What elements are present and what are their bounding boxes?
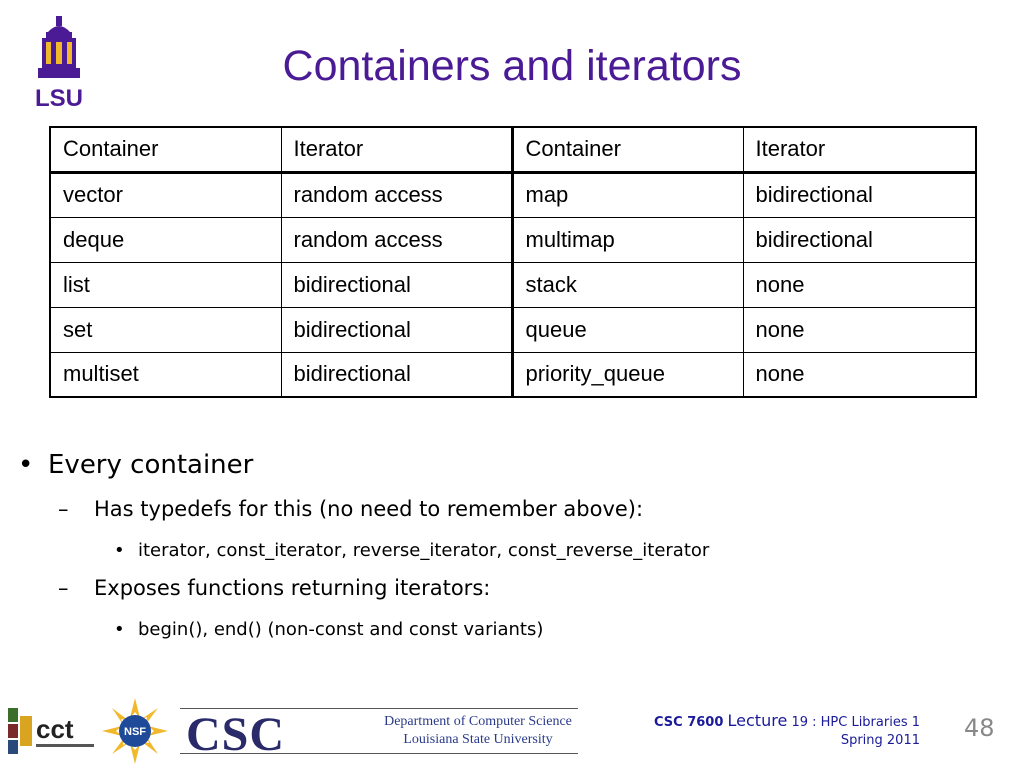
cct-logo bbox=[8, 706, 96, 756]
bullet-level3 bbox=[114, 540, 709, 561]
bullet-text: Has typedefs for this (no need to remember above): bbox=[94, 497, 644, 521]
csc-logo-text: CSC bbox=[186, 708, 286, 761]
bullet-text: iterator, const_iterator, reverse_iterator, const_reverse_iterator bbox=[138, 540, 710, 561]
table-cell: multiset bbox=[50, 352, 281, 397]
table-cell: bidirectional bbox=[281, 307, 512, 352]
page-number: 48 bbox=[964, 714, 995, 742]
table-header-row bbox=[50, 127, 976, 172]
table-cell: none bbox=[743, 352, 976, 397]
table-cell: Iterator bbox=[743, 127, 976, 172]
table-cell: bidirectional bbox=[743, 217, 976, 262]
table-cell: map bbox=[512, 172, 743, 217]
bullet-level1 bbox=[18, 450, 253, 480]
table-cell: bidirectional bbox=[281, 262, 512, 307]
cct-logo-text: cct bbox=[36, 714, 74, 744]
table-cell: random access bbox=[281, 172, 512, 217]
lecture-title: 19 : HPC Libraries 1 bbox=[791, 715, 920, 730]
bullet-marker: • bbox=[114, 619, 125, 640]
table-cell: deque bbox=[50, 217, 281, 262]
university-line: Louisiana State University bbox=[403, 732, 553, 747]
lecture-line bbox=[654, 712, 920, 732]
table-cell: random access bbox=[281, 217, 512, 262]
table-cell: bidirectional bbox=[281, 352, 512, 397]
lsu-logo-text: LSU bbox=[35, 85, 83, 110]
bullet-text: Every container bbox=[48, 450, 254, 480]
table-row bbox=[50, 352, 976, 397]
dash-marker: – bbox=[58, 576, 69, 600]
table-cell: none bbox=[743, 307, 976, 352]
nsf-logo-text: NSF bbox=[124, 726, 146, 738]
semester: Spring 2011 bbox=[840, 733, 920, 748]
bullet-level2 bbox=[58, 576, 490, 600]
table-row bbox=[50, 307, 976, 352]
bullet-marker: • bbox=[18, 450, 34, 480]
table-cell: Container bbox=[512, 127, 743, 172]
bullet-level2 bbox=[58, 497, 643, 521]
dash-marker: – bbox=[58, 497, 69, 521]
bullet-marker: • bbox=[114, 540, 125, 561]
table-cell: none bbox=[743, 262, 976, 307]
table-cell: set bbox=[50, 307, 281, 352]
lecture-info bbox=[654, 712, 920, 750]
course-code: CSC 7600 bbox=[653, 715, 724, 730]
slide-title: Containers and iterators bbox=[282, 42, 742, 90]
table-row bbox=[50, 217, 976, 262]
table-row bbox=[50, 262, 976, 307]
department-line: Department of Computer Science bbox=[384, 714, 572, 729]
department-name bbox=[380, 713, 576, 749]
containers-table bbox=[49, 126, 977, 398]
table-cell: bidirectional bbox=[743, 172, 976, 217]
nsf-logo bbox=[102, 698, 168, 764]
table-cell: vector bbox=[50, 172, 281, 217]
lecture-word: Lecture bbox=[727, 711, 788, 730]
bullet-text: begin(), end() (non-const and const variants) bbox=[138, 619, 544, 640]
csc-department-banner bbox=[180, 708, 578, 761]
table-cell: multimap bbox=[512, 217, 743, 262]
table-cell: queue bbox=[512, 307, 743, 352]
table-row bbox=[50, 172, 976, 217]
table-cell: priority_queue bbox=[512, 352, 743, 397]
table-cell: stack bbox=[512, 262, 743, 307]
table-cell: Container bbox=[50, 127, 281, 172]
table-cell: Iterator bbox=[281, 127, 512, 172]
bullet-text: Exposes functions returning iterators: bbox=[94, 576, 491, 600]
bullet-level3 bbox=[114, 619, 543, 640]
table-cell: list bbox=[50, 262, 281, 307]
